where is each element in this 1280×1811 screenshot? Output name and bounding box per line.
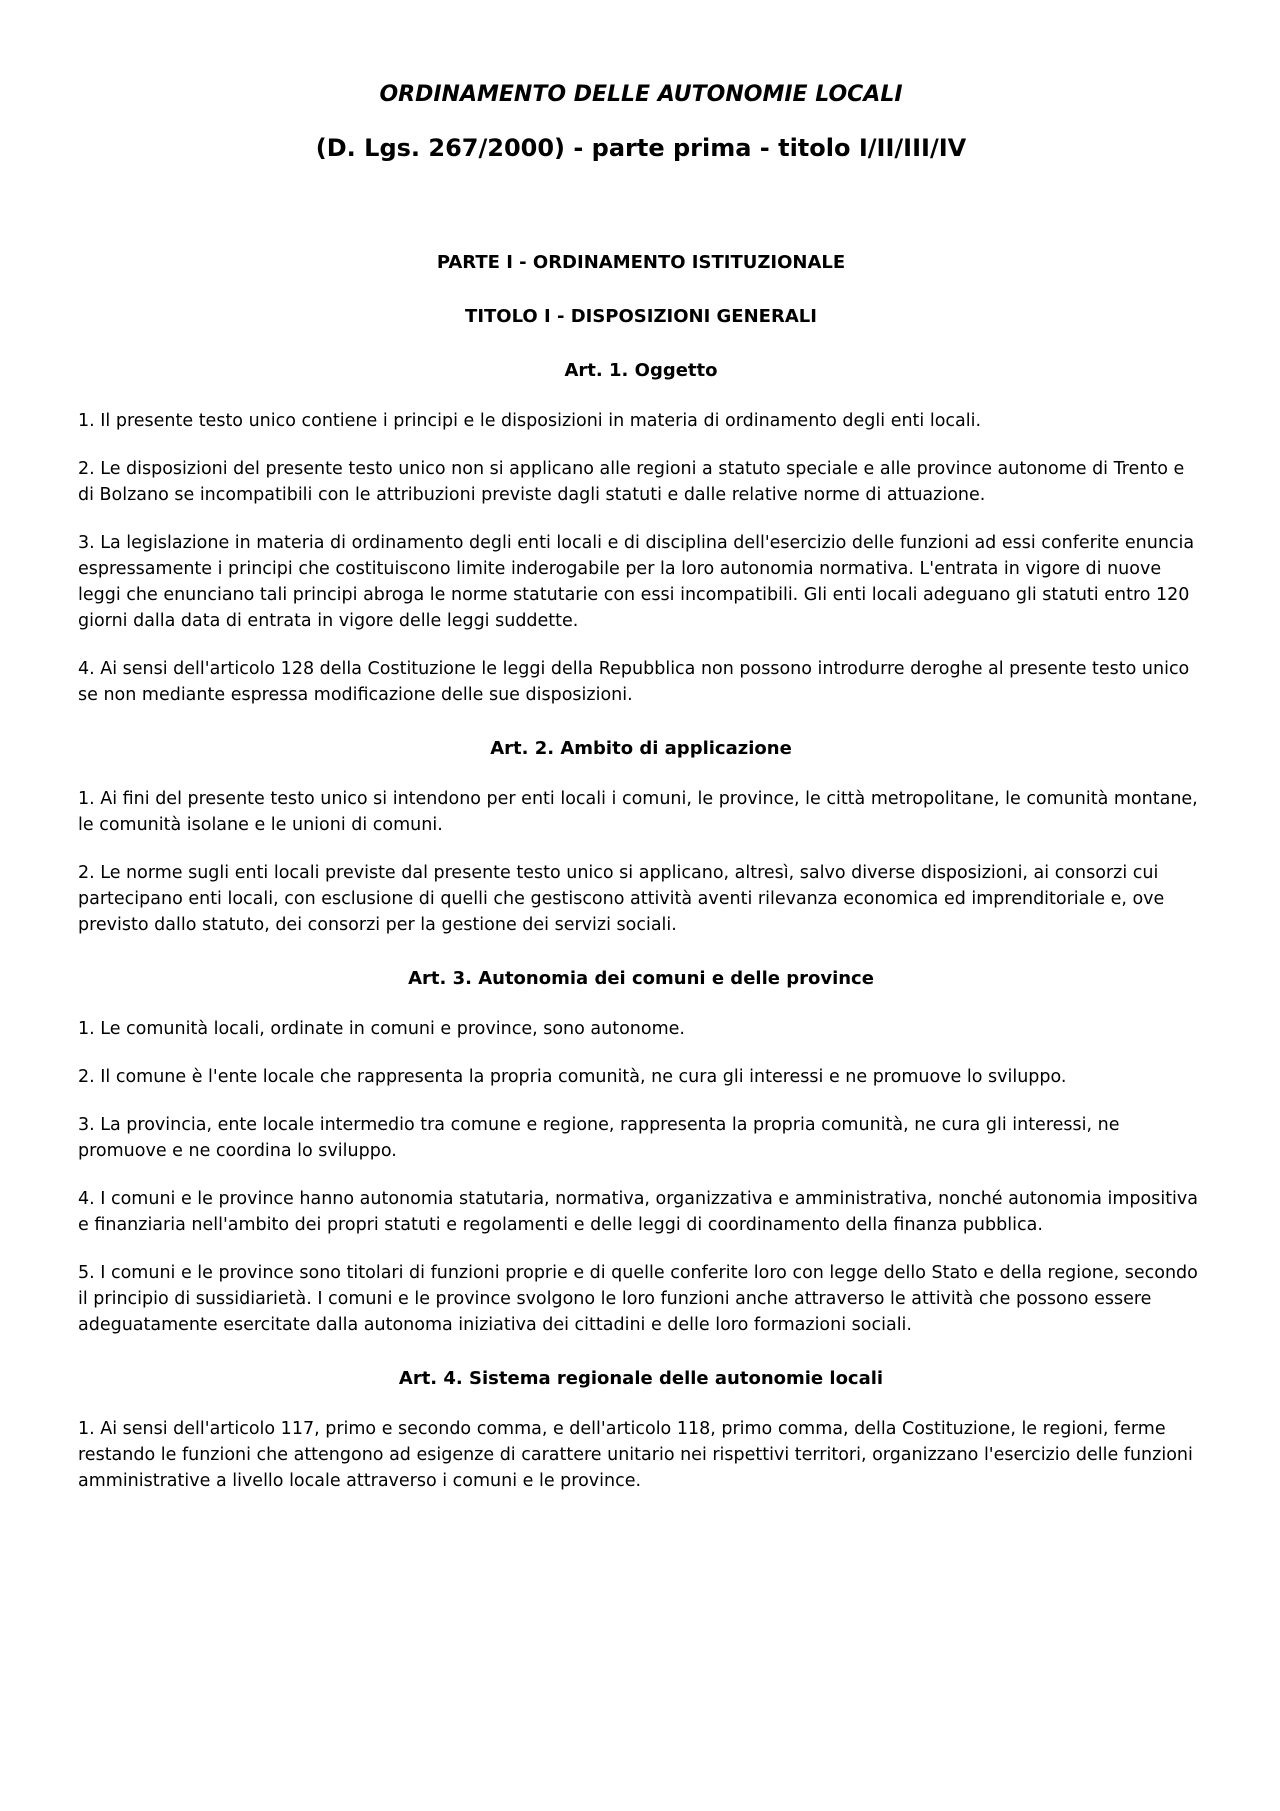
article-paragraph: 1. Ai fini del presente testo unico si intendono per enti locali i comuni, le province, le città metropolitane, le comunità montane, le comunità isolane e le unioni di comuni.: [78, 789, 1198, 835]
article-paragraph: 2. Le disposizioni del presente testo unico non si applicano alle regioni a statuto speciale e alle province autonome di Trento e di Bolzano se incompatibili con le attribuzioni previste dagli statuti e dalle relative norme di attuazione.: [78, 459, 1185, 505]
article-paragraph: 2. Le norme sugli enti locali previste dal presente testo unico si applicano, altresì, salvo diverse disposizioni, ai consorzi cui partecipano enti locali, con esclusione di quelli che gestiscono attività aventi rilevanza economica ed imprenditoriale e, ove previsto dallo statuto, dei consorzi per la gestione dei servizi sociali.: [78, 863, 1165, 935]
article-4: [78, 1366, 1204, 1494]
titolo-heading: TITOLO I - DISPOSIZIONI GENERALI: [465, 306, 817, 327]
document-title: ORDINAMENTO DELLE AUTONOMIE LOCALI: [379, 82, 903, 107]
article-paragraph: 1. Ai sensi dell'articolo 117, primo e secondo comma, e dell'articolo 118, primo comma, della Costituzione, le regioni, ferme restando le funzioni che attengono ad esigenze di carattere unitario nei rispettivi territori, organizzano l'esercizio delle funzioni amministrative a livello locale attraverso i comuni e le province.: [78, 1419, 1193, 1491]
part-heading: PARTE I - ORDINAMENTO ISTITUZIONALE: [436, 252, 846, 273]
article-paragraph: 5. I comuni e le province sono titolari di funzioni proprie e di quelle conferite loro con legge dello Stato e della regione, secondo il principio di sussidiarietà. I comuni e le province svolgono le loro funzioni anche attraverso le attività che possono essere adeguatamente esercitate dalla autonoma iniziativa dei cittadini e delle loro formazioni sociali.: [78, 1263, 1198, 1335]
article-2: [78, 736, 1204, 938]
article-heading: Art. 4. Sistema regionale delle autonomie locali: [398, 1368, 884, 1389]
article-3: [78, 966, 1204, 1338]
article-paragraph: 2. Il comune è l'ente locale che rappresenta la propria comunità, ne cura gli interessi e ne promuove lo sviluppo.: [78, 1067, 1067, 1087]
article-1: [78, 358, 1204, 708]
article-paragraph: 4. I comuni e le province hanno autonomia statutaria, normativa, organizzativa e amministrativa, nonché autonomia impositiva e finanziaria nell'ambito dei propri statuti e regolamenti e delle leggi di coordinamento della finanza pubblica.: [78, 1189, 1198, 1235]
article-heading: Art. 3. Autonomia dei comuni e delle province: [408, 968, 874, 989]
document-page: [78, 64, 1204, 1494]
document-subtitle: (D. Lgs. 267/2000) - parte prima - titolo I/II/III/IV: [315, 134, 967, 162]
article-heading: Art. 1. Oggetto: [564, 360, 718, 381]
article-paragraph: 3. La legislazione in materia di ordinamento degli enti locali e di disciplina dell'esercizio delle funzioni ad essi conferite enuncia espressamente i principi che costituiscono limite inderogabile per la loro autonomia normativa. L'entrata in vigore di nuove leggi che enunciano tali principi abroga le norme statutarie con essi incompatibili. Gli enti locali adeguano gli statuti entro 120 giorni dalla data di entrata in vigore delle leggi suddette.: [78, 533, 1195, 631]
article-paragraph: 1. Le comunità locali, ordinate in comuni e province, sono autonome.: [78, 1019, 685, 1039]
article-heading: Art. 2. Ambito di applicazione: [490, 738, 792, 759]
article-paragraph: 1. Il presente testo unico contiene i principi e le disposizioni in materia di ordinamento degli enti locali.: [78, 411, 982, 431]
article-paragraph: 4. Ai sensi dell'articolo 128 della Costituzione le leggi della Repubblica non possono introdurre deroghe al presente testo unico se non mediante espressa modificazione delle sue disposizioni.: [78, 659, 1190, 705]
article-paragraph: 3. La provincia, ente locale intermedio tra comune e regione, rappresenta la propria comunità, ne cura gli interessi, ne promuove e ne coordina lo sviluppo.: [78, 1115, 1120, 1161]
